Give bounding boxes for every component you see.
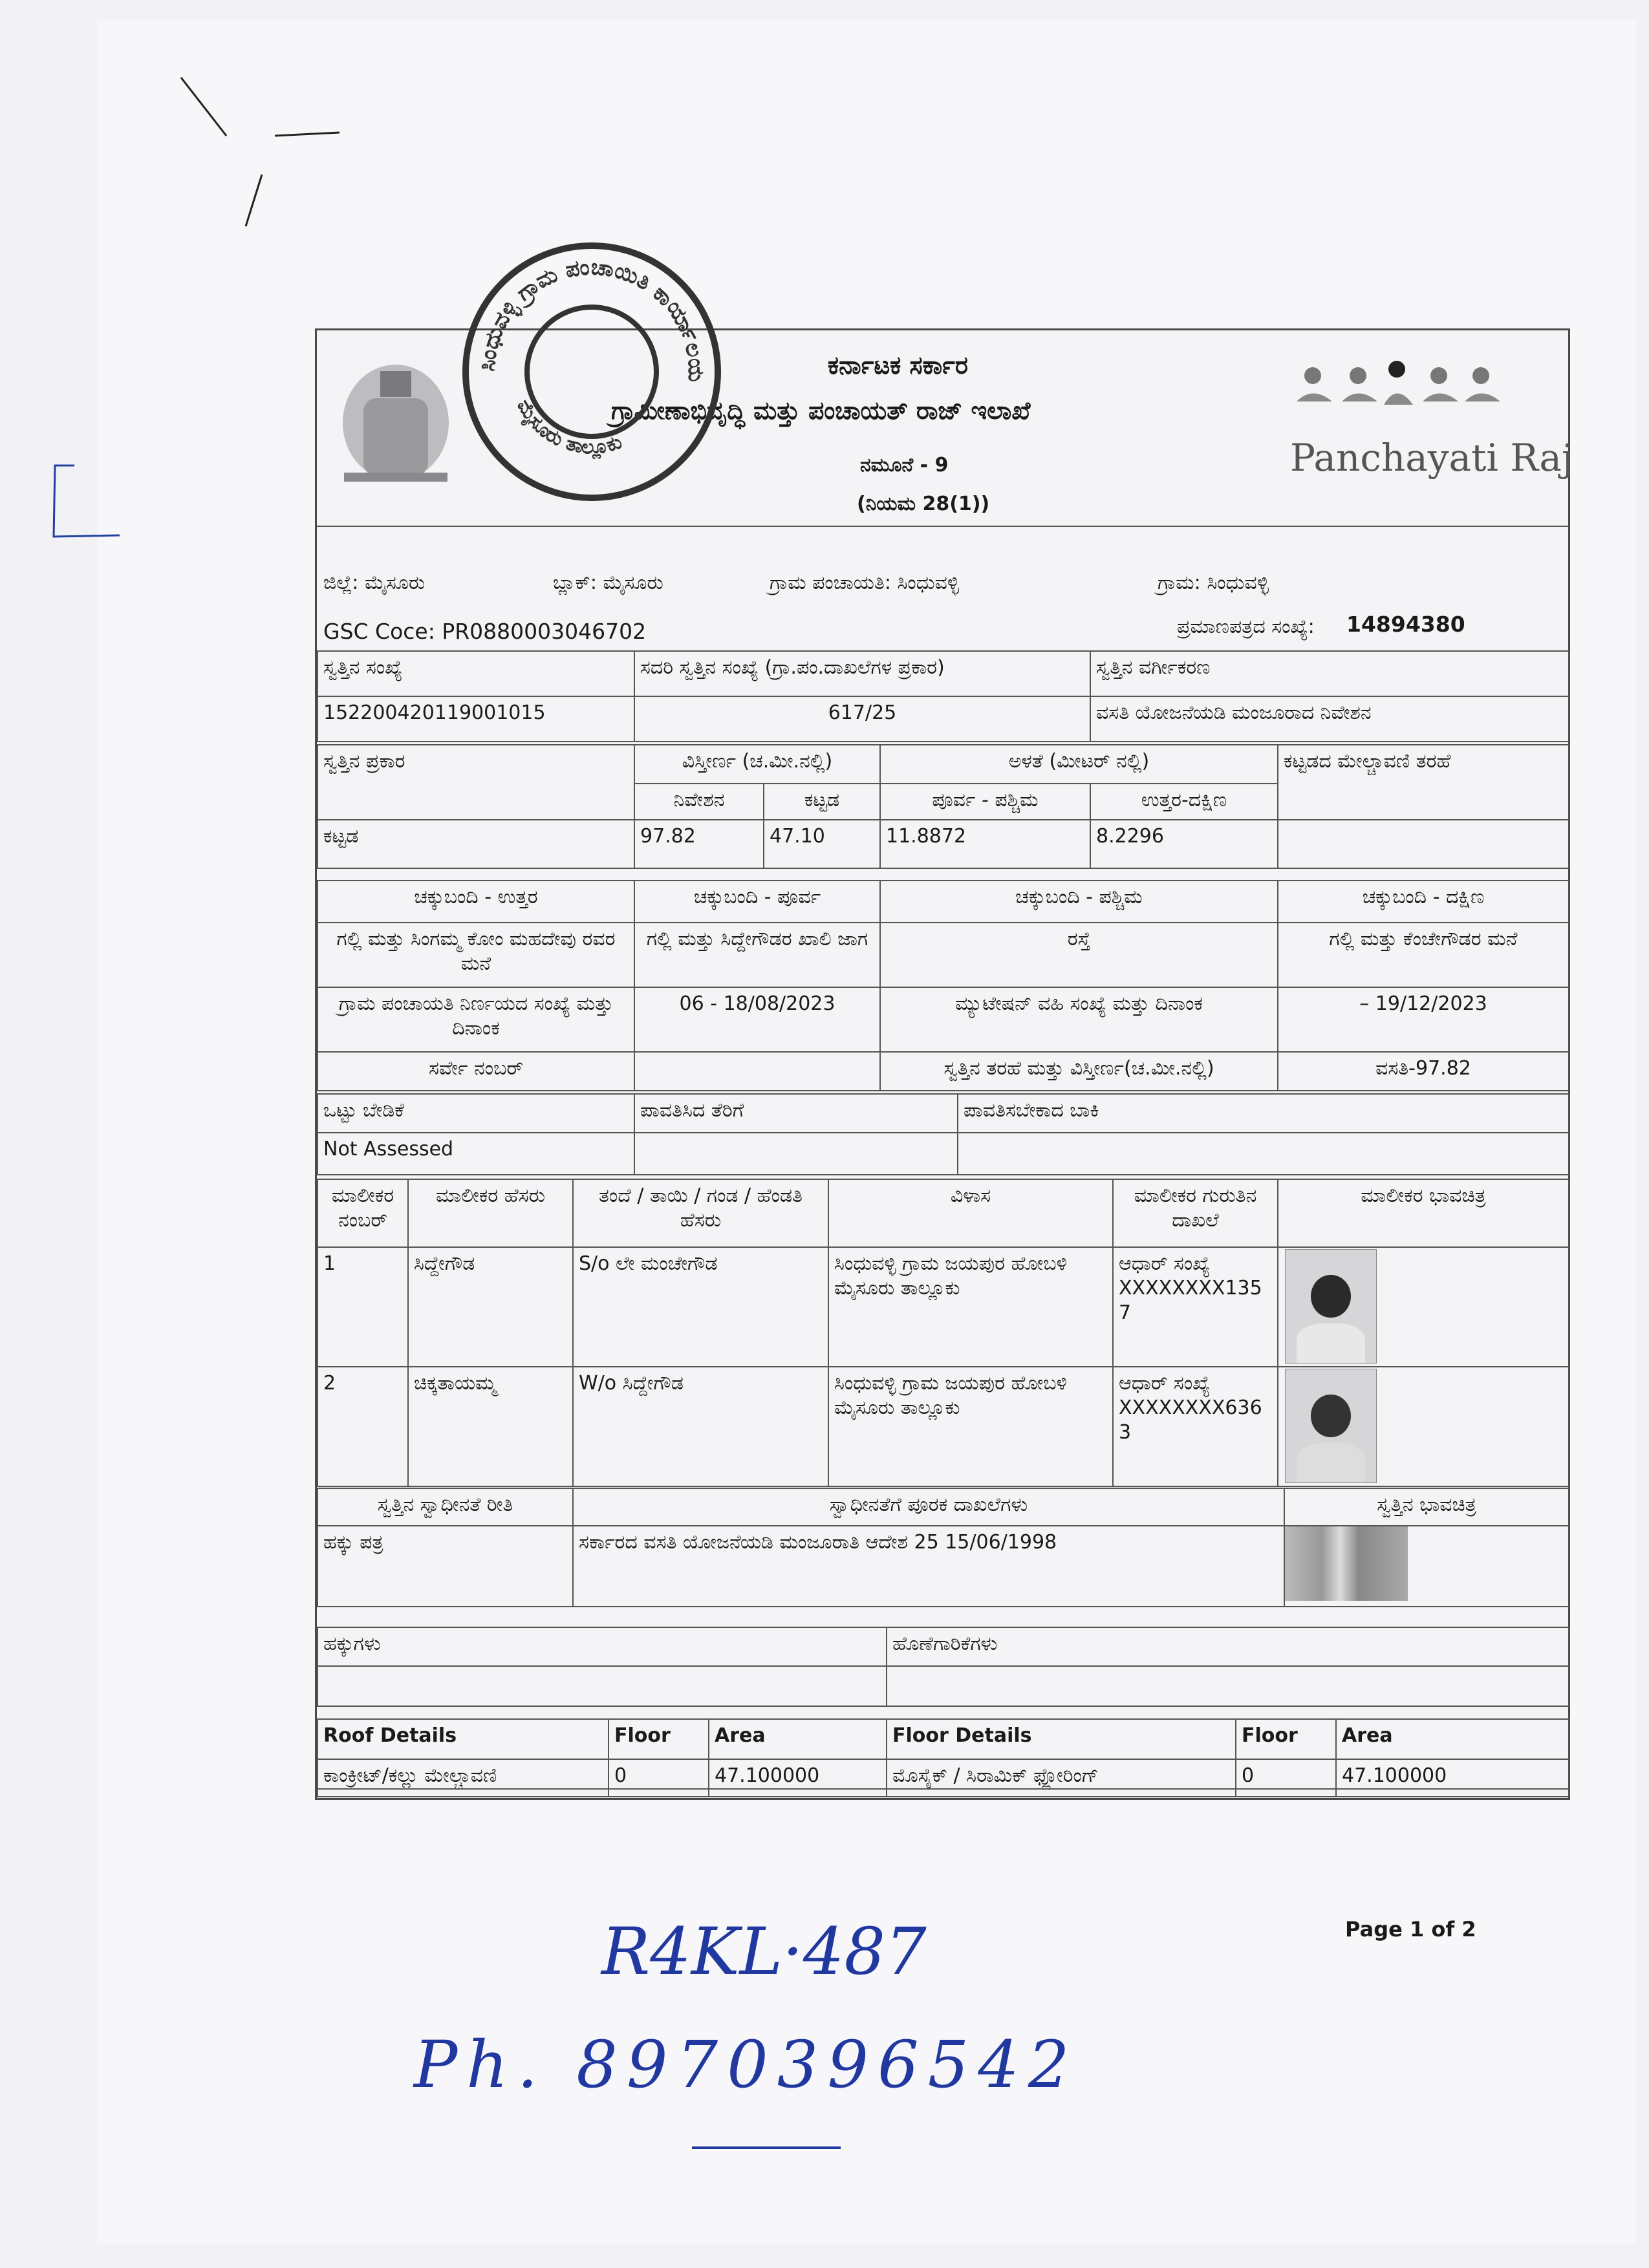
mutation-date: – 19/12/2023	[1278, 987, 1569, 1052]
rights-table	[317, 1627, 1569, 1707]
east-west-header: ಪೂರ್ವ - ಪಶ್ಚಿಮ	[880, 784, 1090, 820]
roof-area-header: Area	[709, 1719, 887, 1759]
relation-name-header: ತಂದೆ / ತಾಯಿ / ಗಂಡ / ಹೆಂಡತಿ ಹೆಸರು	[573, 1179, 828, 1247]
floor-area-header: Area	[1336, 1719, 1569, 1759]
roof-floor-header: Floor	[609, 1719, 709, 1759]
handwritten-phone: Ph. 8970396542	[414, 2027, 1079, 2102]
owner-photo-icon	[1285, 1369, 1377, 1483]
tax-table	[317, 1093, 1569, 1175]
north-boundary-header: ಚಕ್ಕುಬಂದಿ - ಉತ್ತರ	[318, 881, 634, 923]
relation-name: S/o ಲೇ ಮಂಚೇಗೌಡ	[573, 1247, 828, 1367]
relation-name: W/o ಸಿದ್ದೇಗೌಡ	[573, 1367, 828, 1486]
footer-divider	[317, 1788, 1568, 1790]
west-boundary-header: ಚಕ್ಕುಬಂದಿ - ಪಶ್ಚಿಮ	[880, 881, 1278, 923]
roof-floor-value: 0	[609, 1759, 709, 1797]
building-header: ಕಟ್ಟಡ	[764, 784, 880, 820]
floor-floor-value: 0	[1236, 1759, 1336, 1797]
owner-photo-header: ಮಾಲೀಕರ ಭಾವಚಿತ್ರ	[1278, 1179, 1569, 1247]
ownership-table	[317, 1488, 1569, 1607]
ownership-mode-header: ಸ್ವತ್ತಿನ ಸ್ವಾಧೀನತೆ ರೀತಿ	[318, 1488, 573, 1526]
address-header: ವಿಳಾಸ	[828, 1179, 1113, 1247]
survey-number-header: ಸರ್ವೇ ನಂಬರ್	[318, 1052, 634, 1091]
total-demand: Not Assessed	[318, 1133, 634, 1175]
owner-photo-cell	[1278, 1367, 1569, 1486]
form-number: ನಮೂನೆ - 9	[860, 454, 949, 476]
east-boundary: ಗಲ್ಲಿ ಮತ್ತು ಸಿದ್ದೇಗೌಡರ ಖಾಲಿ ಜಾಗ	[634, 923, 880, 987]
west-boundary: ರಸ್ತೆ	[880, 923, 1278, 987]
owner-id	[1113, 1367, 1278, 1486]
village-label: ಗ್ರಾಮ: ಸಿಂಧುವಳ್ಳಿ	[1158, 572, 1269, 594]
rights-header: ಹಕ್ಕುಗಳು	[318, 1627, 887, 1666]
south-boundary: ಗಲ್ಲಿ ಮತ್ತು ಕೆಂಚೇಗೌಡರ ಮನೆ	[1278, 923, 1569, 987]
balance-due	[958, 1133, 1569, 1175]
gp-property-id-header: ಸದರಿ ಸ್ವತ್ತಿನ ಸಂಖ್ಯೆ (ಗ್ರಾ.ಪಂ.ದಾಖಲೆಗಳ ಪ್ರಕಾರ)	[634, 651, 1090, 696]
tax-paid	[634, 1133, 958, 1175]
survey-number	[634, 1052, 880, 1091]
panchayati-raj-text: Panchayati Raj	[1290, 436, 1573, 480]
owner-id-header: ಮಾಲೀಕರ ಗುರುತಿನ ದಾಖಲೆ	[1113, 1179, 1278, 1247]
owner-address: ಸಿಂಧುವಳ್ಳಿ ಗ್ರಾಮ ಜಯಪುರ ಹೋಬಳಿ ಮೈಸೂರು ತಾಲ್ಲೂಕು	[828, 1247, 1113, 1367]
total-demand-header: ಒಟ್ಟು ಬೇಡಿಕೆ	[318, 1094, 634, 1133]
north-south-length: 8.2296	[1090, 820, 1278, 868]
karnataka-emblem-icon	[325, 347, 467, 489]
owners-table	[317, 1179, 1569, 1487]
owner-number: 1	[318, 1247, 408, 1367]
seal-top-text: ಸಿಂಧುವಳ್ಳಿ ಗ್ರಾಮ ಪಂಚಾಯಿತಿ ಕಾರ್ಯಾಲಯ	[474, 254, 709, 382]
header-divider	[317, 526, 1568, 527]
owner-photo-icon	[1285, 1249, 1377, 1364]
roof-type-header: ಕಟ್ಟಡದ ಮೇಲ್ಚಾವಣಿ ತರಹೆ	[1278, 745, 1569, 820]
rule-number: (ನಿಯಮ 28(1))	[857, 493, 990, 515]
property-photo-icon	[1285, 1526, 1408, 1601]
form-9-document	[315, 328, 1573, 1800]
floor-floor-header: Floor	[1236, 1719, 1336, 1759]
owner-id-number: XXXXXXXX6363	[1119, 1396, 1262, 1444]
property-kind: ವಸತಿ-97.82	[1278, 1052, 1569, 1091]
owner-photo-cell	[1278, 1247, 1569, 1367]
ownership-docs: ಸರ್ಕಾರದ ವಸತಿ ಯೋಜನೆಯಡಿ ಮಂಜೂರಾತಿ ಆದೇಶ 25 15/06/1998	[573, 1526, 1284, 1607]
liabilities-value	[887, 1666, 1569, 1706]
property-id-table	[317, 650, 1569, 742]
gram-panchayat-label: ಗ್ರಾಮ ಪಂಚಾಯತಿ: ಸಿಂಧುವಳ್ಳಿ	[770, 572, 960, 594]
property-class: ವಸತಿ ಯೋಜನೆಯಡಿ ಮಂಜೂರಾದ ನಿವೇಶನ	[1090, 696, 1569, 742]
tax-paid-header: ಪಾವತಿಸಿದ ತೆರಿಗೆ	[634, 1094, 958, 1133]
owner-id	[1113, 1247, 1278, 1367]
roof-floor-table	[317, 1718, 1569, 1797]
district-label: ಜಿಲ್ಲೆ: ಮೈಸೂರು	[323, 572, 426, 594]
rights-value	[318, 1666, 887, 1706]
ownership-docs-header: ಸ್ವಾಧೀನತೆಗೆ ಪೂರಕ ದಾಖಲೆಗಳು	[573, 1488, 1284, 1526]
owner-id-label: ಆಧಾರ್ ಸಂಖ್ಯೆ	[1119, 1372, 1211, 1395]
dimensions-header: ಅಳತೆ (ಮೀಟರ್ ನಲ್ಲಿ)	[880, 745, 1278, 784]
property-type: ಕಟ್ಟಡ	[318, 820, 634, 868]
property-photo-cell	[1284, 1526, 1569, 1607]
mutation-header: ಮ್ಯುಟೇಷನ್ ವಹಿ ಸಂಖ್ಯೆ ಮತ್ತು ದಿನಾಂಕ	[880, 987, 1278, 1052]
north-boundary: ಗಲ್ಲಿ ಮತ್ತು ಸಿಂಗಮ್ಮ ಕೋಂ ಮಹದೇವು ರವರ ಮನೆ	[318, 923, 634, 987]
roof-type-value: ಕಾಂಕ್ರೀಟ್/ಕಲ್ಲು ಮೇಲ್ಚಾವಣಿ	[318, 1759, 609, 1797]
east-west-length: 11.8872	[880, 820, 1090, 868]
liabilities-header: ಹೊಣೆಗಾರಿಕೆಗಳು	[887, 1627, 1569, 1666]
property-kind-header: ಸ್ವತ್ತಿನ ತರಹೆ ಮತ್ತು ವಿಸ್ತೀರ್ಣ(ಚ.ಮೀ.ನಲ್ಲಿ)	[880, 1052, 1278, 1091]
handwritten-underline	[692, 2146, 841, 2149]
certificate-number-label: ಪ್ರಮಾಣಪತ್ರದ ಸಂಖ್ಯೆ:	[1177, 615, 1315, 638]
property-id: 152200420119001015	[318, 696, 634, 742]
floor-area-value: 47.100000	[1336, 1759, 1569, 1797]
floor-type-value: ಮೊಸೈಕ್ / ಸಿರಾಮಿಕ್ ಫ್ಲೋರಿಂಗ್	[887, 1759, 1236, 1797]
certificate-number: 14894380	[1346, 612, 1465, 637]
roof-details-header: Roof Details	[318, 1719, 609, 1759]
owner-number: 2	[318, 1367, 408, 1486]
south-boundary-header: ಚಕ್ಕುಬಂದಿ - ದಕ್ಷಿಣ	[1278, 881, 1569, 923]
property-class-header: ಸ್ವತ್ತಿನ ವರ್ಗೀಕರಣ	[1090, 651, 1569, 696]
owner-address: ಸಿಂಧುವಳ್ಳಿ ಗ್ರಾಮ ಜಯಪುರ ಹೋಬಳಿ ಮೈಸೂರು ತಾಲ್ಲೂಕು	[828, 1367, 1113, 1486]
boundaries-table	[317, 880, 1569, 1091]
gp-property-id: 617/25	[634, 696, 1090, 742]
dept-title: ಗ್ರಾಮೀಣಾಭಿವೃದ್ಧಿ ಮತ್ತು ಪಂಚಾಯತ್ ರಾಜ್ ಇಲಾಖೆ	[611, 396, 1031, 425]
table-row	[318, 1247, 1569, 1367]
pen-marks	[168, 65, 382, 246]
gp-resolution: 06 - 18/08/2023	[634, 987, 880, 1052]
table-row	[318, 1367, 1569, 1486]
owner-name: ಸಿದ್ದೇಗೌಡ	[408, 1247, 573, 1367]
owner-number-header: ಮಾಲೀಕರ ನಂಬರ್	[318, 1179, 408, 1247]
page-number: Page 1 of 2	[1345, 1917, 1476, 1942]
extent-header: ವಿಸ್ತೀರ್ಣ (ಚ.ಮೀ.ನಲ್ಲಿ)	[634, 745, 880, 784]
gsc-code: GSC Coce: PR0880003046702	[323, 619, 647, 644]
site-area: 97.82	[634, 820, 764, 868]
site-header: ನಿವೇಶನ	[634, 784, 764, 820]
building-area: 47.10	[764, 820, 880, 868]
gram-panchayat-seal	[456, 236, 727, 508]
owner-name-header: ಮಾಲೀಕರ ಹೆಸರು	[408, 1179, 573, 1247]
property-type-header: ಸ್ವತ್ತಿನ ಪ್ರಕಾರ	[318, 745, 634, 820]
owner-id-label: ಆಧಾರ್ ಸಂಖ್ಯೆ	[1119, 1252, 1211, 1275]
property-id-header: ಸ್ವತ್ತಿನ ಸಂಖ್ಯೆ	[318, 651, 634, 696]
balance-due-header: ಪಾವತಿಸಬೇಕಾದ ಬಾಕಿ	[958, 1094, 1569, 1133]
ownership-mode: ಹಕ್ಕು ಪತ್ರ	[318, 1526, 573, 1607]
floor-details-header: Floor Details	[887, 1719, 1236, 1759]
east-boundary-header: ಚಕ್ಕುಬಂದಿ - ಪೂರ್ವ	[634, 881, 880, 923]
area-table	[317, 744, 1569, 869]
gov-title: ಕರ್ನಾಟಕ ಸರ್ಕಾರ	[828, 351, 968, 380]
handwritten-reference: R4KL·487	[601, 1914, 927, 1989]
owner-name: ಚಿಕ್ಕತಾಯಮ್ಮ	[408, 1367, 573, 1486]
svg-text:ಮೈಸೂರು ತಾಲ್ಲೂಕು	[511, 396, 624, 460]
gp-resolution-header: ಗ್ರಾಮ ಪಂಚಾಯತಿ ನಿರ್ಣಯದ ಸಂಖ್ಯೆ ಮತ್ತು ದಿನಾಂಕ	[318, 987, 634, 1052]
roof-type	[1278, 820, 1569, 868]
seal-bottom-text: ಮೈಸೂರು ತಾಲ್ಲೂಕು	[512, 395, 625, 459]
property-photo-header: ಸ್ವತ್ತಿನ ಭಾವಚಿತ್ರ	[1284, 1488, 1569, 1526]
roof-area-value: 47.100000	[709, 1759, 887, 1797]
panchayati-raj-logo-icon	[1287, 356, 1533, 414]
pen-mark-bracket	[42, 453, 133, 550]
owner-id-number: XXXXXXXX1357	[1119, 1277, 1262, 1324]
block-label: ಬ್ಲಾಕ್: ಮೈಸೂರು	[553, 572, 663, 594]
north-south-header: ಉತ್ತರ-ದಕ್ಷಿಣ	[1090, 784, 1278, 820]
